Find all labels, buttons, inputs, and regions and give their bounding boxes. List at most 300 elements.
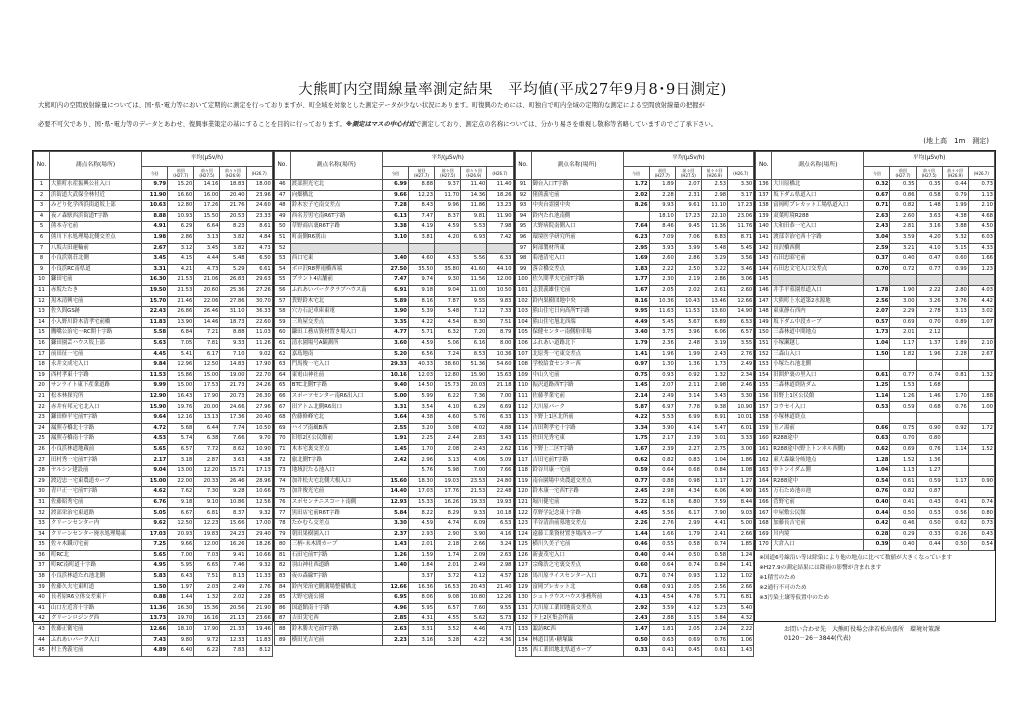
previous-value: 4.59 (408, 519, 434, 530)
previous-value: 0.26 (942, 529, 968, 540)
point-name: 佐藤昭秀宅前 (50, 497, 142, 508)
previous-value: 4.73 (246, 243, 272, 254)
point-number: 47 (274, 190, 290, 201)
point-name: 佐藤修峰宅北 (290, 413, 382, 424)
previous-value: 0.50 (890, 508, 916, 519)
current-value: 9.64 (142, 413, 168, 424)
previous-value: 13.60 (701, 307, 727, 318)
point-number: 156 (756, 391, 772, 402)
previous-value: 17.13 (246, 466, 272, 477)
point-number: 145 (756, 275, 772, 286)
previous-value: 8.44 (728, 497, 754, 508)
point-name: 大野病院南側入口 (531, 222, 623, 233)
previous-value (968, 434, 994, 445)
point-name: 草野学記念東十字路 (531, 508, 623, 519)
previous-value: 17.76 (435, 487, 461, 498)
col-header-previous: 前回 (H27.7) (890, 167, 916, 180)
previous-value: 18.73 (220, 317, 246, 328)
previous-value: 3.59 (649, 603, 675, 614)
previous-value: 2.49 (461, 561, 487, 572)
table-row (274, 180, 513, 191)
previous-value: 2.25 (408, 434, 434, 445)
previous-value: 19.83 (194, 529, 220, 540)
measurement-table (515, 151, 755, 657)
previous-value: 19.70 (168, 614, 194, 625)
point-number: 84 (274, 582, 290, 593)
point-name: 鷹嘴公治宅〜RC開十字路 (50, 328, 142, 339)
point-number: 114 (515, 423, 531, 434)
current-value: 3.45 (142, 254, 168, 265)
point-name: 国道館南十字路 (290, 603, 382, 614)
current-value: 5.05 (142, 508, 168, 519)
table-row (34, 593, 273, 604)
previous-value: 2.46 (728, 381, 754, 392)
previous-value: 26.46 (194, 307, 220, 318)
point-name: みどり化学西浜街道坂上部 (50, 201, 142, 212)
previous-value: 14.90 (728, 307, 754, 318)
current-value: 1.43 (382, 540, 408, 551)
previous-value: 6.29 (461, 402, 487, 413)
table-row (756, 317, 995, 328)
point-name: 吉田利孝宅十字路 (531, 423, 623, 434)
point-number: 151 (756, 338, 772, 349)
table-row (515, 317, 754, 328)
previous-value: 2.30 (649, 275, 675, 286)
point-name: 佐々木鐵司宅前 (50, 540, 142, 551)
previous-value: 1.97 (168, 582, 194, 593)
previous-value: 1.96 (916, 349, 942, 360)
current-value: 4.89 (142, 646, 168, 657)
current-value: 4.62 (142, 487, 168, 498)
point-number: 113 (515, 413, 531, 424)
previous-value: 0.80 (916, 434, 942, 445)
current-value: 11.53 (142, 370, 168, 381)
table-row (34, 201, 273, 212)
previous-value: 2.02 (220, 593, 246, 604)
current-value: 4.95 (142, 561, 168, 572)
previous-value: 1.66 (649, 529, 675, 540)
point-name: ふれあいパーク入口 (50, 635, 142, 646)
point-name: 鈴木宏子宅南交差点 (290, 201, 382, 212)
previous-value: 2.05 (675, 582, 701, 593)
previous-value: 4.21 (168, 264, 194, 275)
table-row (515, 243, 754, 254)
point-number: 88 (274, 624, 290, 635)
current-value: 11.83 (142, 317, 168, 328)
point-number: 94 (515, 211, 531, 222)
previous-value: 5.47 (701, 423, 727, 434)
previous-value: 5.73 (487, 614, 513, 625)
previous-value: 0.76 (916, 444, 942, 455)
table-row (34, 338, 273, 349)
point-name: 小塚瀬越し (772, 338, 864, 349)
current-value: 0.53 (864, 402, 890, 413)
previous-value: 1.82 (890, 349, 916, 360)
previous-value: 3.96 (675, 328, 701, 339)
previous-value: 17.90 (194, 624, 220, 635)
current-value: 11.36 (142, 603, 168, 614)
table-row (274, 444, 513, 455)
previous-value: 7.36 (461, 391, 487, 402)
point-number: 15 (34, 328, 50, 339)
point-name: 門馬俊一宅入口 (290, 360, 382, 371)
col-header-previous: 前々回 (H27.5) (435, 167, 461, 180)
point-name: 黒木清興宅前 (50, 296, 142, 307)
current-value: 0.66 (864, 423, 890, 434)
previous-value: 12.56 (246, 497, 272, 508)
table-row (274, 211, 513, 222)
previous-value: 1.52 (968, 444, 994, 455)
previous-value: 1.37 (916, 338, 942, 349)
table-row (34, 349, 273, 360)
previous-value: 9.32 (246, 561, 272, 572)
previous-value: 1.26 (890, 391, 916, 402)
previous-value: 2.05 (649, 285, 675, 296)
point-number: 133 (515, 624, 531, 635)
previous-value: 4.36 (487, 635, 513, 646)
previous-value: 14.50 (408, 381, 434, 392)
current-value (864, 360, 890, 371)
previous-value: 1.90 (890, 285, 916, 296)
current-value: 12.66 (382, 582, 408, 593)
current-value: 0.88 (142, 593, 168, 604)
previous-value: 18.10 (168, 624, 194, 635)
previous-value: 15.90 (461, 370, 487, 381)
point-number: 32 (34, 508, 50, 519)
previous-value: 12.26 (487, 593, 513, 604)
point-name: 中屋敷公民館 (772, 508, 864, 519)
previous-value: 0.70 (916, 317, 942, 328)
previous-value: 3.12 (168, 243, 194, 254)
previous-value: 0.64 (649, 466, 675, 477)
previous-value: 4.41 (701, 519, 727, 530)
previous-value: 1.72 (968, 423, 994, 434)
table-block-1 (33, 151, 274, 654)
table-row (756, 243, 995, 254)
previous-value: 0.91 (649, 582, 675, 593)
current-value: 2.42 (382, 455, 408, 466)
point-number: 17 (34, 349, 50, 360)
point-name: 下野上二区T字路 (531, 444, 623, 455)
current-value: 5.63 (142, 338, 168, 349)
table-row (34, 635, 273, 646)
previous-value: 0.44 (942, 180, 968, 191)
current-value: 10.63 (142, 201, 168, 212)
previous-value: 2.49 (649, 391, 675, 402)
previous-value: 4.19 (408, 222, 434, 233)
previous-value: 5.67 (675, 317, 701, 328)
point-number: 89 (274, 635, 290, 646)
previous-value: 5.99 (408, 391, 434, 402)
previous-value: 0.93 (649, 370, 675, 381)
previous-value (890, 360, 916, 371)
previous-value: 5.62 (461, 614, 487, 625)
table-row (756, 180, 995, 191)
previous-value: 6.93 (461, 232, 487, 243)
point-number: 138 (756, 201, 772, 212)
current-value: 12.90 (142, 391, 168, 402)
previous-value: 5.32 (942, 232, 968, 243)
previous-value: 0.43 (916, 497, 942, 508)
table-row (274, 190, 513, 201)
current-value: 0.32 (864, 180, 890, 191)
point-name: 万石ため池の池 (772, 487, 864, 498)
previous-value: 12.80 (435, 370, 461, 381)
previous-value: 1.32 (701, 370, 727, 381)
previous-value: 16.26 (220, 540, 246, 551)
previous-value: 8.79 (487, 328, 513, 339)
previous-value: 3.29 (701, 254, 727, 265)
point-name: 永井文成宅入口 (50, 360, 142, 371)
previous-value: 3.76 (942, 296, 968, 307)
previous-value: 20.53 (220, 211, 246, 222)
previous-value: 2.28 (246, 593, 272, 604)
point-number: 106 (515, 338, 531, 349)
table-row (274, 540, 513, 551)
current-value: 1.50 (864, 349, 890, 360)
previous-value: 13.46 (701, 296, 727, 307)
point-name: 旧県2区公民館前 (290, 434, 382, 445)
previous-value: 7.10 (220, 349, 246, 360)
table-row (34, 561, 273, 572)
point-number: 46 (274, 180, 290, 191)
table-row (34, 285, 273, 296)
point-name: 地域沢たる池入口 (290, 466, 382, 477)
previous-value: 6.57 (168, 444, 194, 455)
previous-value: 23.96 (246, 190, 272, 201)
current-value: 12.66 (142, 624, 168, 635)
point-name: BTC北側T字路 (290, 381, 382, 392)
previous-value: 4.46 (461, 624, 487, 635)
point-name (772, 275, 864, 286)
current-value: 9.66 (382, 190, 408, 201)
table-row (756, 381, 995, 392)
col-header-previous: (H26.7) (487, 167, 513, 180)
point-name: 石田忠文宅入口交差点 (772, 264, 864, 275)
previous-value: 0.41 (890, 497, 916, 508)
table-row (274, 370, 513, 381)
table-row (515, 476, 754, 487)
point-name: 加井松夫宅北側大根入口 (290, 476, 382, 487)
previous-value: 15.86 (168, 370, 194, 381)
previous-value: 6.03 (968, 232, 994, 243)
previous-value: 22.48 (487, 487, 513, 498)
table-row (274, 635, 513, 646)
current-value: 3.60 (382, 338, 408, 349)
current-value: 0.62 (864, 444, 890, 455)
previous-value: 6.09 (461, 519, 487, 530)
current-value: 3.04 (864, 232, 890, 243)
point-number: 39 (34, 582, 50, 593)
previous-value: 9.45 (675, 222, 701, 233)
col-header-no: No. (34, 152, 50, 180)
previous-value: 4.74 (435, 519, 461, 530)
point-number: 166 (756, 497, 772, 508)
previous-value: 7.78 (675, 402, 701, 413)
table-row (756, 497, 995, 508)
previous-value: 2.86 (701, 275, 727, 286)
point-number: 143 (756, 254, 772, 265)
point-number: 44 (34, 635, 50, 646)
point-number: 77 (274, 508, 290, 519)
table-row (34, 275, 273, 286)
col-header-previous: 前々々回 (H26.9) (461, 167, 487, 180)
previous-value: 0.60 (942, 254, 968, 265)
previous-value: 4.44 (194, 254, 220, 265)
previous-value: 0.89 (942, 317, 968, 328)
previous-value: 0.98 (675, 476, 701, 487)
current-value: 0.59 (623, 466, 649, 477)
table-row (756, 487, 995, 498)
point-name: 小塚林道終点 (772, 413, 864, 424)
previous-value: 6.22 (194, 646, 220, 657)
previous-value: 0.99 (942, 264, 968, 275)
previous-value: 20.43 (461, 582, 487, 593)
footnote: ※H27.9の測定結果には降雨の影響が含まれます (759, 564, 882, 571)
previous-value: 0.90 (916, 423, 942, 434)
previous-value: 11.76 (728, 222, 754, 233)
previous-value: 1.66 (968, 254, 994, 265)
previous-value: 21.53 (168, 275, 194, 286)
table-row (34, 190, 273, 201)
previous-value: 3.52 (435, 624, 461, 635)
point-name: 大野宅鹿公園 (290, 593, 382, 604)
point-number: 24 (34, 423, 50, 434)
previous-value: 1.14 (942, 444, 968, 455)
previous-value: 4.68 (968, 211, 994, 222)
table-row (515, 508, 754, 519)
point-number: 45 (34, 646, 50, 657)
previous-value: 9.81 (461, 211, 487, 222)
previous-value: 11.53 (675, 307, 701, 318)
table-row (756, 349, 995, 360)
previous-value: 4.06 (461, 455, 487, 466)
current-value: 19.50 (142, 285, 168, 296)
previous-value: 30.70 (246, 296, 272, 307)
previous-value: 18.26 (246, 540, 272, 551)
table-row (274, 423, 513, 434)
previous-value: 5.76 (408, 466, 434, 477)
previous-value (942, 466, 968, 477)
point-number: 78 (274, 519, 290, 530)
current-value: 0.54 (864, 476, 890, 487)
point-name: 半谷清治前墓地交差点 (531, 519, 623, 530)
point-name: 木本宅裏交差点 (290, 444, 382, 455)
previous-value: 6.57 (728, 328, 754, 339)
current-value: 7.64 (623, 222, 649, 233)
point-name: 長者原R6立体交差東下 (50, 593, 142, 604)
previous-value: 28.96 (246, 476, 272, 487)
previous-value: 6.89 (701, 317, 727, 328)
previous-value: 3.82 (220, 243, 246, 254)
col-header-no: No. (515, 152, 531, 180)
current-value: 0.46 (623, 540, 649, 551)
table-row (274, 317, 513, 328)
previous-value: 10.36 (487, 349, 513, 360)
table-row (515, 487, 754, 498)
altitude-note: (地上高 1m 測定) (923, 137, 989, 145)
current-value: 7.25 (142, 540, 168, 551)
point-name: 環境医学研究所前 (531, 232, 623, 243)
previous-value: 54.60 (487, 360, 513, 371)
table-row (756, 413, 995, 424)
previous-value: 3.59 (890, 232, 916, 243)
previous-value: 4.38 (246, 455, 272, 466)
current-value: 5.84 (382, 508, 408, 519)
point-number: 9 (34, 264, 50, 275)
previous-value (968, 466, 994, 477)
table-row (274, 455, 513, 466)
previous-value: 1.70 (942, 391, 968, 402)
previous-value: 1.23 (968, 264, 994, 275)
table-row (274, 328, 513, 339)
current-value: 7.43 (142, 635, 168, 646)
previous-value: 7.00 (461, 466, 487, 477)
previous-value: 2.61 (701, 285, 727, 296)
point-number: 64 (274, 370, 290, 381)
point-number: 127 (515, 561, 531, 572)
point-name: 諏訪RC西 (531, 624, 623, 635)
point-name: 町南側R6割山 (290, 232, 382, 243)
previous-value: 26.30 (246, 391, 272, 402)
previous-value: 6.44 (194, 423, 220, 434)
previous-value: 2.36 (649, 338, 675, 349)
previous-value: 3.33 (728, 434, 754, 445)
previous-value: 5.56 (649, 508, 675, 519)
table-row (274, 201, 513, 212)
measurement-table (755, 151, 995, 551)
previous-value: 0.45 (675, 646, 701, 657)
previous-value (942, 487, 968, 498)
previous-value: 0.87 (916, 487, 942, 498)
point-name: 貨野鈴木宅北 (290, 296, 382, 307)
current-value: 1.79 (623, 338, 649, 349)
previous-value: 1.53 (890, 381, 916, 392)
current-value: 2.43 (864, 222, 890, 233)
current-value: 2.59 (864, 243, 890, 254)
previous-value: 16.36 (408, 582, 434, 593)
previous-value: 9.66 (168, 540, 194, 551)
previous-value (890, 275, 916, 286)
previous-value: 5.06 (435, 338, 461, 349)
current-value: 9.84 (142, 360, 168, 371)
previous-value: 0.90 (968, 476, 994, 487)
current-value: 4.45 (623, 508, 649, 519)
point-name: ふれあい道路北下 (531, 338, 623, 349)
previous-value: 2.60 (728, 285, 754, 296)
previous-value: 4.42 (968, 296, 994, 307)
previous-value: 2.08 (435, 444, 461, 455)
previous-value: 29.40 (246, 529, 272, 540)
point-number: 65 (274, 381, 290, 392)
table-row (34, 540, 273, 551)
previous-value: 8.00 (487, 338, 513, 349)
current-value: 0.63 (864, 434, 890, 445)
point-name: 鈴木勝夫宅前T字路 (290, 624, 382, 635)
intro-line-1: 大熊町内の空間放射線量については、国･県･電力等において定期的に測定を行っておりますが、町全域を対象とした測定データが少ない状況にあります。町復興のためには、町独自で町内全域の定期的な測定による空間放射線量の把握が (38, 102, 705, 109)
table-row (756, 285, 995, 296)
previous-value: 2.48 (675, 338, 701, 349)
point-name: 向畑橋北 (290, 190, 382, 201)
table-row (515, 275, 754, 286)
point-name: 旧囲炉裏の里入口 (772, 370, 864, 381)
previous-value: 21.53 (461, 487, 487, 498)
current-value: 0.76 (864, 487, 890, 498)
previous-value: 2.01 (408, 540, 434, 551)
previous-value: 5.09 (487, 455, 513, 466)
table-block-3 (515, 151, 756, 654)
previous-value: 11.00 (461, 285, 487, 296)
